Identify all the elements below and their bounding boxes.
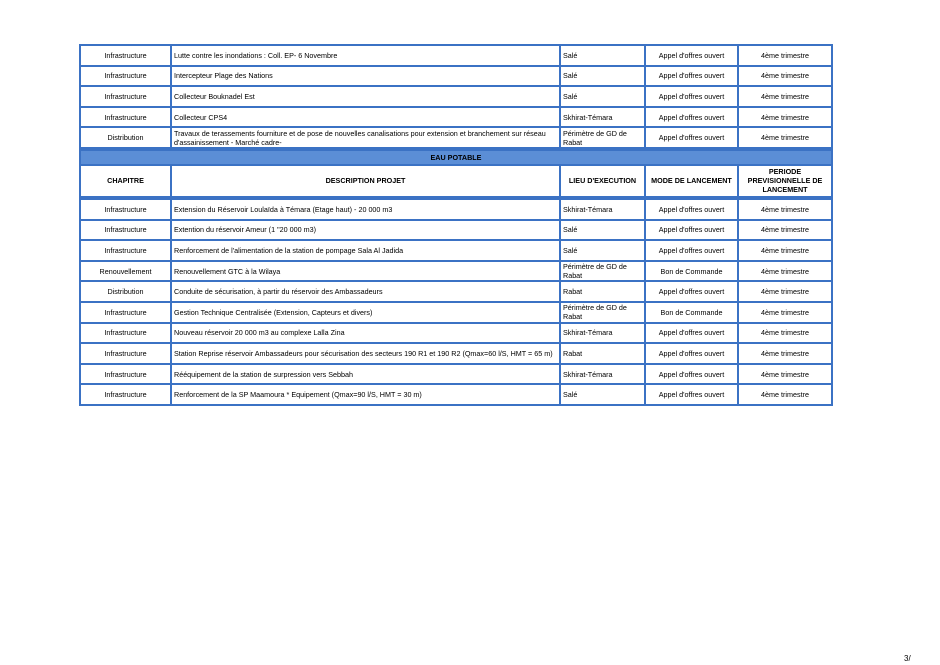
cell-lieu: Salé (561, 67, 646, 88)
table-row (79, 324, 833, 345)
header-chapitre: CHAPITRE (79, 166, 172, 198)
table-row (79, 262, 833, 283)
cell-chapitre: Distribution (79, 128, 172, 149)
cell-mode: Appel d'offres ouvert (646, 198, 739, 221)
table-row (79, 282, 833, 303)
cell-lieu: Rabat (561, 282, 646, 303)
cell-chapitre: Infrastructure (79, 198, 172, 221)
cell-lieu: Périmètre de GD de Rabat (561, 303, 646, 324)
cell-mode: Appel d'offres ouvert (646, 365, 739, 386)
cell-periode: 4ème trimestre (739, 128, 833, 149)
cell-description: Gestion Technique Centralisée (Extension, Capteurs et divers) (172, 303, 561, 324)
cell-periode: 4ème trimestre (739, 108, 833, 129)
header-periode: PERIODE PREVISIONNELLE DE LANCEMENT (739, 166, 833, 198)
cell-periode: 4ème trimestre (739, 344, 833, 365)
table-row (79, 365, 833, 386)
cell-lieu: Périmètre de GD de Rabat (561, 128, 646, 149)
cell-mode: Appel d'offres ouvert (646, 385, 739, 406)
cell-mode: Bon de Commande (646, 303, 739, 324)
cell-description: Renouvellement GTC à la Wilaya (172, 262, 561, 283)
table-row (79, 241, 833, 262)
cell-periode: 4ème trimestre (739, 44, 833, 67)
header-description: DESCRIPTION PROJET (172, 166, 561, 198)
table-row (79, 385, 833, 406)
table-row (79, 198, 833, 221)
cell-chapitre: Infrastructure (79, 67, 172, 88)
header-mode: MODE DE LANCEMENT (646, 166, 739, 198)
cell-lieu: Salé (561, 221, 646, 242)
cell-lieu: Salé (561, 385, 646, 406)
cell-periode: 4ème trimestre (739, 241, 833, 262)
cell-periode: 4ème trimestre (739, 221, 833, 242)
cell-chapitre: Infrastructure (79, 303, 172, 324)
table-row (79, 108, 833, 129)
cell-lieu: Salé (561, 241, 646, 262)
cell-periode: 4ème trimestre (739, 303, 833, 324)
cell-description: Rééquipement de la station de surpression vers Sebbah (172, 365, 561, 386)
cell-description: Nouveau réservoir 20 000 m3 au complexe Lalla Zina (172, 324, 561, 345)
cell-mode: Appel d'offres ouvert (646, 67, 739, 88)
cell-lieu: Rabat (561, 344, 646, 365)
cell-chapitre: Distribution (79, 282, 172, 303)
cell-periode: 4ème trimestre (739, 67, 833, 88)
cell-description: Travaux de terassements fourniture et de pose de nouvelles canalisations pour extension et branchement sur réseau d'assainissement - Marché cadre- (172, 128, 561, 149)
table-row (79, 87, 833, 108)
cell-lieu: Skhirat-Témara (561, 198, 646, 221)
cell-lieu: Salé (561, 87, 646, 108)
column-header-row (79, 166, 833, 198)
cell-description: Extention du réservoir Ameur (1 "20 000 m3) (172, 221, 561, 242)
cell-description: Lutte contre les inondations : Coll. EP- 6 Novembre (172, 44, 561, 67)
cell-description: Intercepteur Plage des Nations (172, 67, 561, 88)
cell-periode: 4ème trimestre (739, 282, 833, 303)
cell-mode: Appel d'offres ouvert (646, 44, 739, 67)
cell-description: Renforcement de l'alimentation de la station de pompage Sala Al Jadida (172, 241, 561, 262)
cell-mode: Appel d'offres ouvert (646, 87, 739, 108)
table-row (79, 221, 833, 242)
cell-periode: 4ème trimestre (739, 262, 833, 283)
cell-description: Conduite de sécurisation, à partir du réservoir des Ambassadeurs (172, 282, 561, 303)
table-row (79, 67, 833, 88)
cell-mode: Bon de Commande (646, 262, 739, 283)
table-row (79, 344, 833, 365)
cell-description: Collecteur Bouknadel Est (172, 87, 561, 108)
cell-periode: 4ème trimestre (739, 324, 833, 345)
cell-description: Station Reprise réservoir Ambassadeurs pour sécurisation des secteurs 190 R1 et 190 R2 (Qmax=60 l/S, HMT = 65 m) (172, 344, 561, 365)
cell-mode: Appel d'offres ouvert (646, 221, 739, 242)
cell-mode: Appel d'offres ouvert (646, 241, 739, 262)
cell-lieu: Périmètre de GD de Rabat (561, 262, 646, 283)
cell-lieu: Skhirat-Témara (561, 108, 646, 129)
cell-chapitre: Renouvellement (79, 262, 172, 283)
cell-chapitre: Infrastructure (79, 241, 172, 262)
cell-lieu: Skhirat-Témara (561, 324, 646, 345)
cell-mode: Appel d'offres ouvert (646, 108, 739, 129)
table-row (79, 303, 833, 324)
header-lieu: LIEU D'EXECUTION (561, 166, 646, 198)
cell-periode: 4ème trimestre (739, 198, 833, 221)
cell-chapitre: Infrastructure (79, 221, 172, 242)
cell-lieu: Salé (561, 44, 646, 67)
cell-chapitre: Infrastructure (79, 344, 172, 365)
section-title: EAU POTABLE (79, 149, 833, 166)
cell-periode: 4ème trimestre (739, 365, 833, 386)
cell-lieu: Skhirat-Témara (561, 365, 646, 386)
cell-chapitre: Infrastructure (79, 365, 172, 386)
cell-mode: Appel d'offres ouvert (646, 344, 739, 365)
cell-description: Renforcement de la SP Maamoura * Equipement (Qmax=90 l/S, HMT = 30 m) (172, 385, 561, 406)
cell-mode: Appel d'offres ouvert (646, 282, 739, 303)
page-number: 3/ (904, 654, 911, 663)
section-header-eau-potable (79, 149, 833, 166)
cell-periode: 4ème trimestre (739, 87, 833, 108)
cell-chapitre: Infrastructure (79, 44, 172, 67)
cell-description: Extension du Réservoir Loulaïda à Témara (Etage haut) - 20 000 m3 (172, 198, 561, 221)
table-row (79, 128, 833, 149)
cell-periode: 4ème trimestre (739, 385, 833, 406)
cell-description: Collecteur CPS4 (172, 108, 561, 129)
cell-chapitre: Infrastructure (79, 108, 172, 129)
cell-chapitre: Infrastructure (79, 385, 172, 406)
projects-table (79, 44, 833, 406)
cell-chapitre: Infrastructure (79, 87, 172, 108)
cell-mode: Appel d'offres ouvert (646, 128, 739, 149)
cell-chapitre: Infrastructure (79, 324, 172, 345)
cell-mode: Appel d'offres ouvert (646, 324, 739, 345)
table-row (79, 44, 833, 67)
